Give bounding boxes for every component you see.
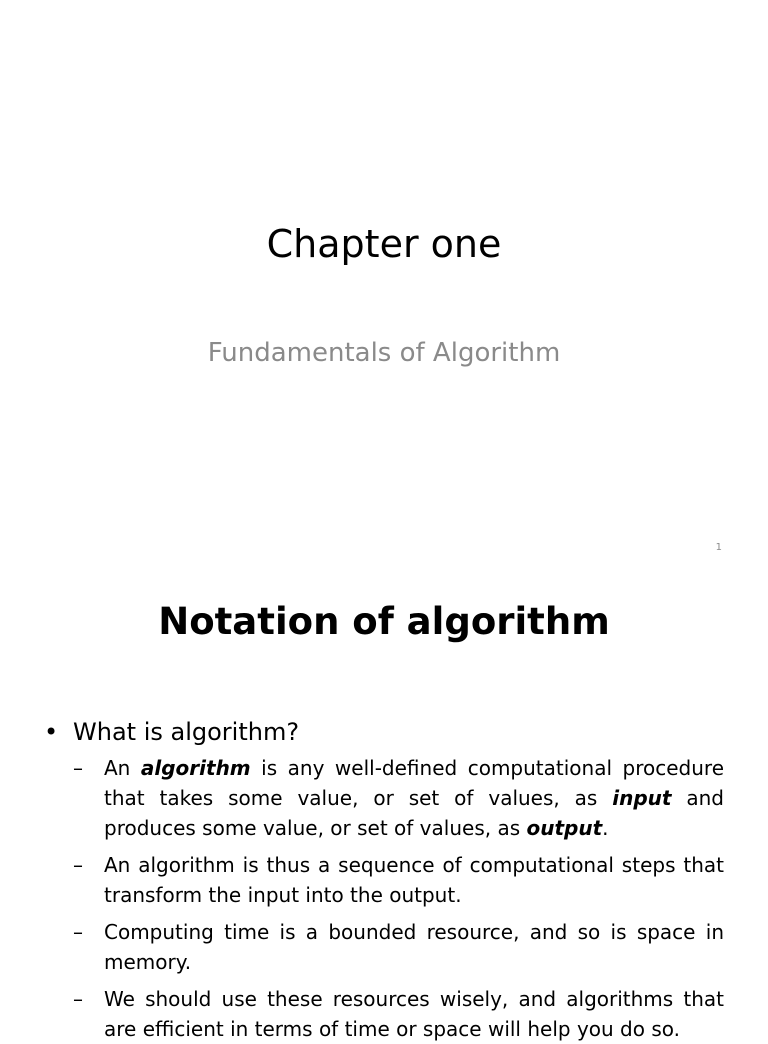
emphasis-input: input <box>612 786 672 810</box>
slide-heading: Notation of algorithm <box>158 600 610 643</box>
slide-subtitle: Fundamentals of Algorithm <box>207 338 561 368</box>
sub-item-efficiency <box>73 984 724 1044</box>
sub-item-text: Computing time is a bounded resource, and so is space in memory. <box>104 920 724 974</box>
emphasis-algorithm: algorithm <box>140 756 251 780</box>
notation-slide <box>0 576 768 1041</box>
sub-list <box>73 753 724 1044</box>
sub-item-text <box>104 753 724 843</box>
emphasis-output: output <box>526 816 603 840</box>
bullet-item <box>44 714 724 750</box>
bullet-icon: • <box>44 718 59 746</box>
text-run: is any well-defined computational procedure that takes some value, or set of values, as <box>104 756 724 810</box>
sub-item-definition <box>73 753 724 843</box>
sub-item-resources <box>73 917 724 977</box>
bullet-text: What is algorithm? <box>73 718 300 746</box>
dash-icon: – <box>73 853 83 877</box>
slide-number: 1 <box>715 542 722 553</box>
dash-icon: – <box>73 987 83 1011</box>
dash-icon: – <box>73 920 83 944</box>
bullet-list <box>44 714 724 1044</box>
text-run: and produces some value, or set of values, as <box>104 786 724 840</box>
sub-item-text: An algorithm is thus a sequence of computational steps that transform the input into the output. <box>104 853 724 907</box>
sub-item-sequence <box>73 850 724 910</box>
sub-item-text: We should use these resources wisely, and algorithms that are efficient in terms of time or space will help you do so. <box>104 987 724 1041</box>
slide-title: Chapter one <box>266 222 502 266</box>
dash-icon: – <box>73 756 83 780</box>
text-run: . <box>602 816 609 840</box>
text-run: An <box>104 756 141 780</box>
